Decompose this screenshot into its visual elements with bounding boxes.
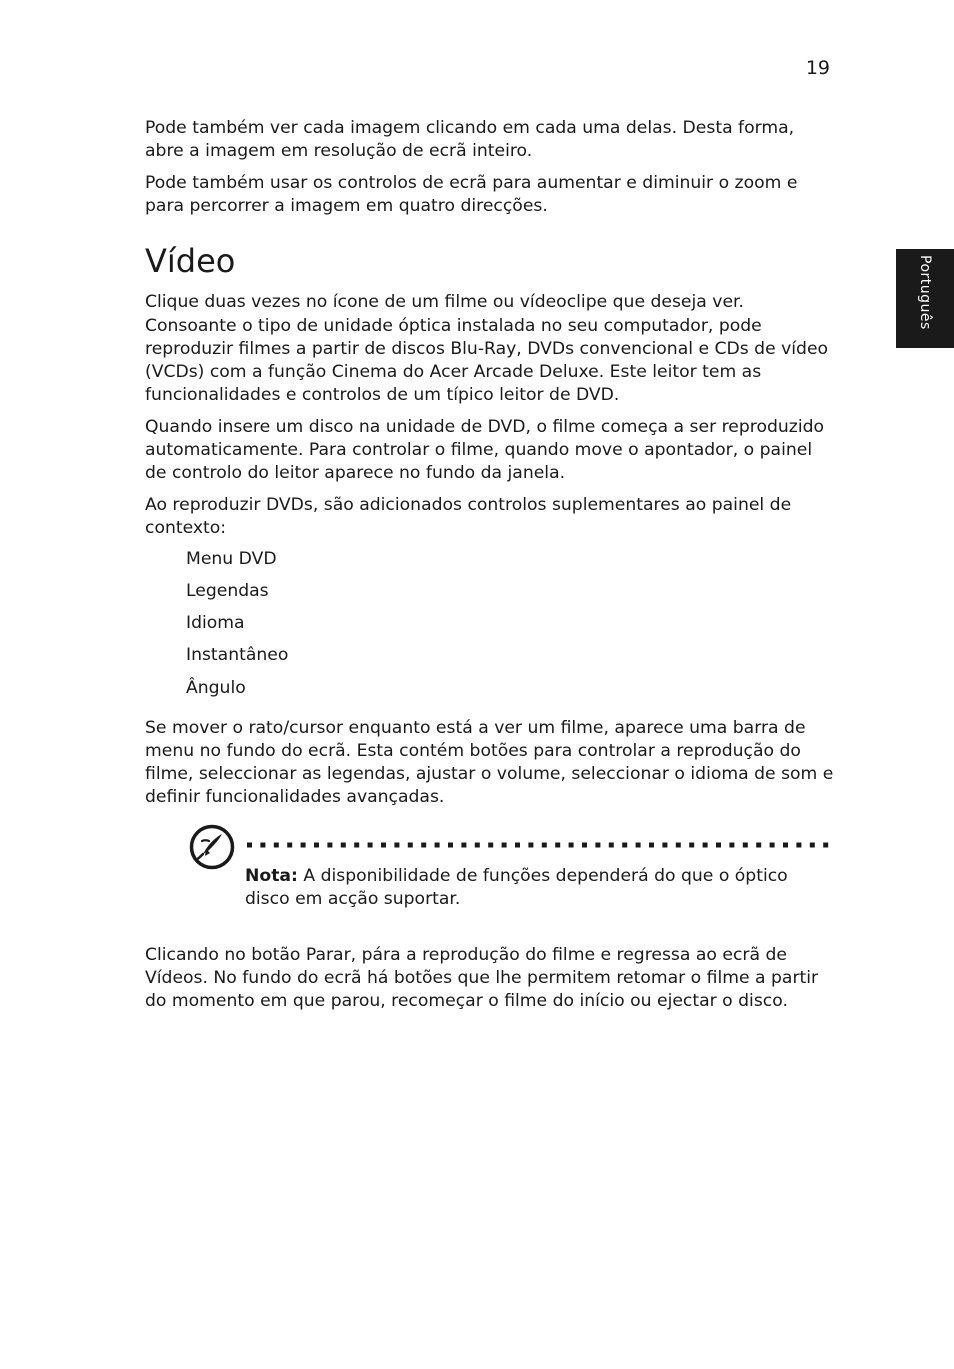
list-item: Legendas: [186, 581, 269, 602]
note-label: Nota:: [245, 865, 298, 886]
page-number: 19: [805, 57, 830, 79]
video-paragraph-5: Clicando no botão Parar, pára a reprodução do filme e regressa ao ecrã de Vídeos. No fundo do ecrã há botões que lhe permitem retomar o filme a partir do momento em que parou, recomeçar o filme do início ou ejectar o disco.: [145, 944, 819, 1011]
intro-paragraph-1: Pode também ver cada imagem clicando em cada uma delas. Desta forma, abre a imagem em resolução de ecrã inteiro.: [145, 118, 795, 162]
video-paragraph-4: Se mover o rato/cursor enquanto está a ver um filme, aparece uma barra de menu no fundo do ecrã. Esta contém botões para controlar a reprodução do filme, seleccionar as legendas, ajustar o volume, seleccionar o idioma de som e definir funcionalidades avançadas.: [145, 717, 834, 808]
note-body: A disponibilidade de funções dependerá do que o óptico disco em acção suportar.: [245, 865, 788, 909]
list-item: Menu DVD: [186, 548, 277, 569]
dvd-controls-list: [186, 548, 835, 709]
list-item: Instantâneo: [186, 645, 289, 666]
note-dotted-rule: [245, 842, 833, 848]
video-paragraph-3: Ao reproduzir DVDs, são adicionados controlos suplementares ao painel de contexto:: [145, 494, 792, 539]
note-pen-icon: [189, 824, 235, 870]
intro-paragraph-2: Pode também usar os controlos de ecrã para aumentar e diminuir o zoom e para percorrer a imagem em quatro direcções.: [145, 172, 798, 217]
note-text: [245, 865, 825, 911]
video-paragraph-2: Quando insere um disco na unidade de DVD, o filme começa a ser reproduzido automaticamente. Para controlar o filme, quando move o apontador, o painel de controlo do leitor aparece no fundo da janela.: [145, 416, 825, 484]
language-side-tab-label: Português: [917, 255, 933, 330]
list-item: Idioma: [186, 613, 245, 634]
video-paragraph-1: Clique duas vezes no ícone de um filme ou vídeoclipe que deseja ver. Consoante o tipo de unidade óptica instalada no seu computador, pode reproduzir filmes a partir de discos Blu-Ray, DVDs convencional e CDs de vídeo (VCDs) com a função Cinema do Acer Arcade Deluxe. Este leitor tem as funcionalidades e controlos de um típico leitor de DVD.: [145, 292, 829, 406]
section-title-video: Vídeo: [145, 242, 236, 281]
language-side-tab: [896, 249, 954, 348]
list-item: Ângulo: [186, 677, 246, 698]
note-box: [145, 824, 835, 944]
page-content: [145, 117, 835, 1022]
